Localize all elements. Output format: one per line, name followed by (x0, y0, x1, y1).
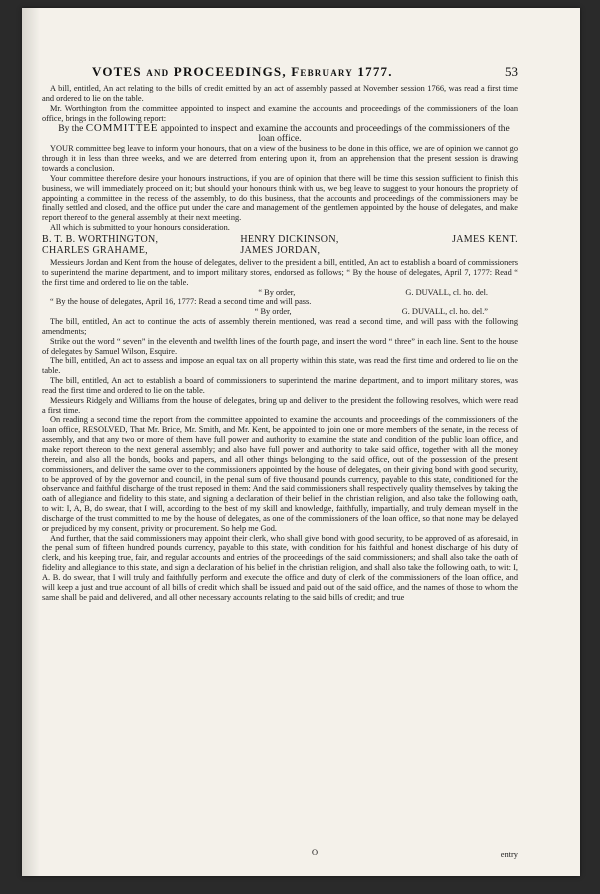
paragraph: A bill, entitled, An act relating to the bills of credit emitted by an act of assembly passed at November session 1766, was read a first time and ordered to lie on the table. (42, 84, 518, 103)
page-number: 53 (505, 64, 518, 79)
heading-rest: appointed to inspect and examine the accounts and proceedings of the commissioners of the loan office. (160, 124, 510, 145)
clerk-name: G. DUVALL, cl. ho. del.” (401, 307, 488, 317)
committee-member: B. T. B. WORTHINGTON, (42, 233, 159, 245)
clerk-name: G. DUVALL, cl. ho. del. (405, 287, 488, 297)
paragraph: Messieurs Ridgely and Williams from the house of delegates, bring up and deliver to the president the following resolves, which were read a first time. (42, 395, 518, 415)
body-text (42, 84, 518, 603)
by-order: “ By order, (254, 307, 292, 317)
signature-line (42, 307, 518, 317)
paragraph: The bill, entitled, An act to continue the acts of assembly therein mentioned, was read a second time, and will pass with the following amendments; (42, 317, 518, 336)
paragraph: And further, that the said commissioners may appoint their clerk, who shall give bond with good security, to be approved of as aforesaid, in the penal sum of fifteen hundred pounds currency, payable to this state, with condition for his faithful and honest discharge of his duty of clerk, and his keeping true, fair, and regular accounts and entries of the proceedings of the said commissioners; and shall also take the oath of fidelity and allegiance to this state, and sign a declaration of his belief in the christian religion, and shall also take the following oath, to wit: I, A. B. do swear, that I will truly and faithfully perform and execute the office and duty of clerk of the commissioners of the loan office, and will keep a just and true account of all bills of credit which shall be issued and paid out of the said office, and the names of those to whom the same shall be paid and delivered, and all other necessary accounts relating to the said bills of credit; and true (42, 533, 518, 602)
paragraph: The bill, entitled, An act to establish a board of commissioners to superintend the marine department, and to import military stores, was read the first time and ordered to lie on the table. (42, 376, 518, 395)
committee-member: JAMES JORDAN, (240, 245, 321, 257)
paragraph: Strike out the word “ seven” in the eleventh and twelfth lines of the fourth page, and insert the word “ three” in each line. Sent to the house of delegates by Samuel Wilson, Esquire. (42, 336, 518, 356)
heading-committee: COMMITTEE (85, 122, 159, 135)
paragraph: Mr. Worthington from the committee appointed to inspect and examine the accounts and proceedings of the commissioners of the loan office, brings in the following report: (42, 103, 518, 123)
signature-line (42, 288, 518, 298)
report-paragraph: YOUR committee beg leave to inform your honours, that on a view of the business to be done in this office, we are of opinion we cannot go through it in less than three weeks, and we are deterred from entering upon it, from an apprehension that the present session is drawing towards a conclusion. (42, 144, 518, 174)
page-fold-shadow (22, 8, 40, 876)
signature-mark: O (312, 848, 319, 857)
committee-member: HENRY DICKINSON, (240, 233, 339, 245)
committee-member: CHARLES GRAHAME, (42, 245, 148, 257)
committee-signatures (42, 234, 518, 257)
report-paragraph: All which is submitted to your honours consideration. (50, 223, 230, 233)
header-title: VOTES and PROCEEDINGS, February 1777. (92, 64, 393, 79)
paragraph: Messieurs Jordan and Kent from the house of delegates, deliver to the president a bill, entitled, An act to establish a board of commissioners to superintend the marine department, and to import military stores, endorsed as follows; “ By the house of delegates, April 7, 1777: Read “ the first time and ordered to lie on the table. (42, 257, 518, 287)
quote-line: “ By the house of delegates, April 16, 1777: Read a second time and will pass. (50, 297, 312, 307)
catchword: entry (500, 850, 518, 859)
paragraph: On reading a second time the report from the committee appointed to examine the accounts and proceedings of the commissioners of the loan office, RESOLVED, That Mr. Brice, Mr. Smith, and Mr. Kent, be appointed to join one or more members of the senate, in the recess of assembly, and that any two or more of them have full power and authority to examine the state and condition of the public loan office, and make report thereon to the next general assembly; and also have full power and authority to take said office, together with all the money therein, and also all the bonds, books and papers, and all other things belonging to the said office, out of the possession of the present commissioners, and deliver the same over to the commissioners appointed by the house of delegates, on their giving bond with good security, to be approved of by the governor and council, in the penal sum of five thousand pounds currency, payable to this state, conditioned for the observance and faithful discharge of the trust reposed in them: And the said commissioners shall respectively quality themselves by taking the oath of allegiance and fidelity to this state, and signing a declaration of their belief in the christian religion, and also take the following oath, to wit: I, A, B, do swear, that I will, according to the best of my skill and knowledge, faithfully, impartially, and truly demean myself in the discharge of the trust committed to me by the house of delegates, as one of the commissioners of the loan office, so that none may be delayed or prejudiced by my consent, privity or procurement. So help me God. (42, 415, 518, 533)
committee-member (407, 245, 518, 257)
heading-prefix: By the (58, 124, 84, 135)
committee-member: JAMES KENT. (452, 233, 518, 245)
paragraph: The bill, entitled, An act to assess and impose an equal tax on all property within this state, was read the first time and ordered to lie on the table. (42, 356, 518, 376)
section-heading (42, 123, 518, 144)
by-order: “ By order, (258, 287, 296, 297)
report-paragraph: Your committee therefore desire your honours instructions, if you are of opinion that there will be time this session sufficient to finish this business, we will immediately proceed on it; but should your honours think with us, we beg leave to suggest to your honours the propriety of appointing a committee in the recess of the assembly, to do this business, that the accounts and proceedings of the commissioners may be finally settled and closed, and the office put under the care and management of the gentlemen appointed by the house of delegates, and make report thereof to the general assembly at their next meeting. (42, 173, 518, 223)
